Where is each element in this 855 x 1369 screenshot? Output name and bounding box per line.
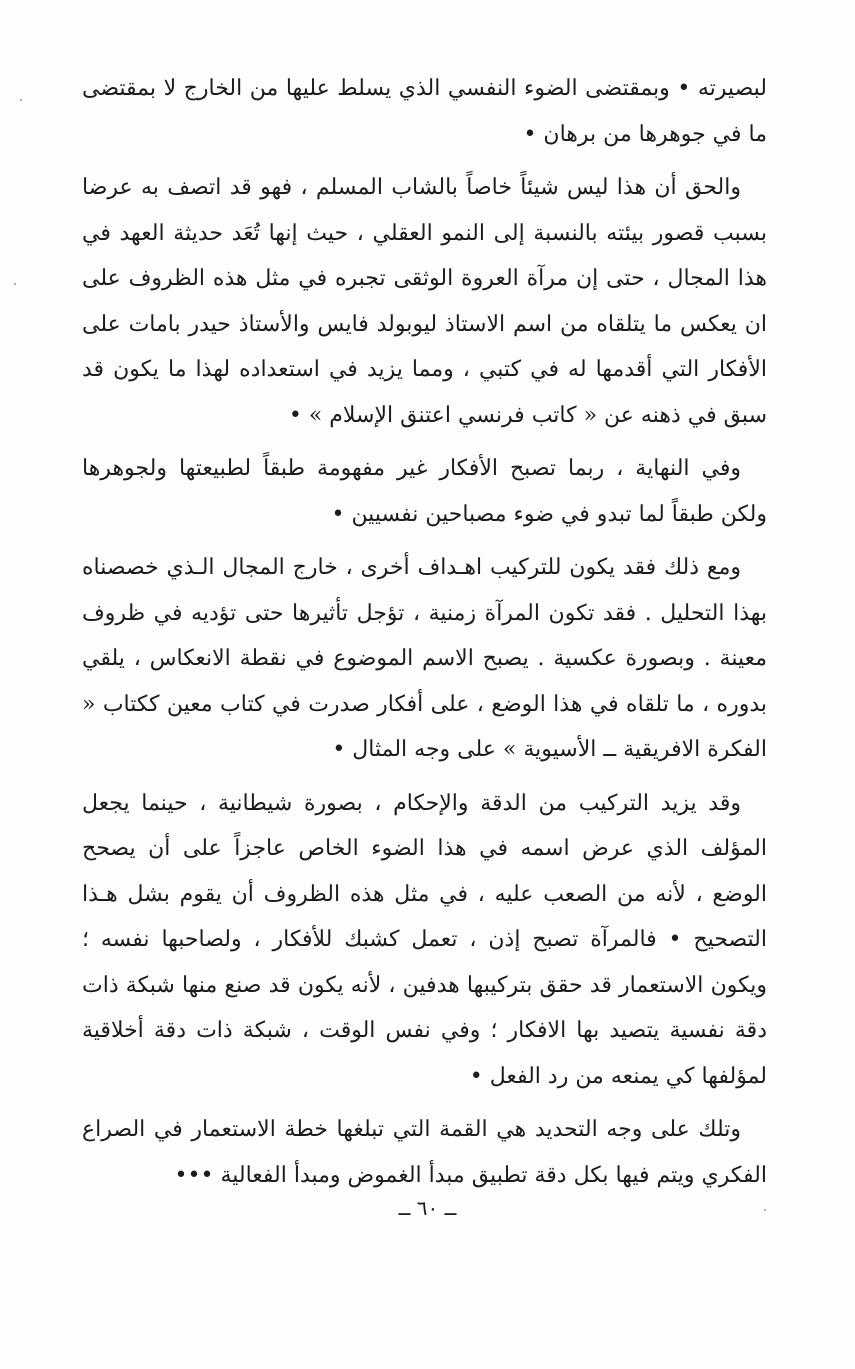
paragraph: ومع ذلك فقد يكون للتركيب اهـداف أخرى ، خارج المجال الـذي خصصناه بهذا التحليل . فقد تكون المرآة زمنية ، تؤجل تأثيرها حتى تؤديه في ظروف معينة . وبصورة عكسية . يصبح الاسم الموضوع في نقطة الانعكاس ، يلقي بدوره ، ما تلقاه في هذا الوضع ، على أفكار صدرت في كتاب معين ككتاب « الفكرة الافريقية ــ الأسيوية » على وجه المثال • bbox=[82, 555, 767, 762]
scan-speck bbox=[764, 1209, 766, 1211]
paragraph-continuation: لبصيرته • وبمقتضى الضوء النفسي الذي يسلط عليها من الخارج لا بمقتضى ما في جوهرها من برهان • bbox=[82, 76, 767, 147]
scan-speck bbox=[14, 283, 16, 285]
paragraph: وتلك على وجه التحديد هي القمة التي تبلغها خطة الاستعمار في الصراع الفكري ويتم فيها بكل دقة تطبيق مبدأ الغموض ومبدأ الفعالية ••• bbox=[82, 1117, 767, 1188]
scan-speck bbox=[20, 99, 22, 101]
paragraph: وقد يزيد التركيب من الدقة والإحكام ، بصورة شيطانية ، حينما يجعل المؤلف الذي عرض اسمه في هذا الضوء الخاص عاجزاً على أن يصحح الوضع ، لأنه من الصعب عليه ، في مثل هذه الظروف أن يقوم بشل هـذا التصحيح • فالمرآة تصبح إذن ، تعمل كشبك للأفكار ، ولصاحبها نفسه ؛ ويكون الاستعمار قد حقق بتركيبها هدفين ، لأنه يكون قد صنع منها شبكة ذات دقة نفسية يتصيد بها الافكار ؛ وفي نفس الوقت ، شبكة ذات دقة أخلاقية لمؤلفها كي يمنعه من رد الفعل • bbox=[82, 790, 767, 1089]
page-number: ــ ٦٠ ــ bbox=[398, 1196, 457, 1220]
paragraph: وفي النهاية ، ربما تصبح الأفكار غير مفهومة طبقاً لطبيعتها ولجوهرها ولكن طبقاً لما تبدو في ضوء مصباحين نفسيين • bbox=[82, 456, 767, 527]
paragraph: والحق أن هذا ليس شيئاً خاصاً بالشاب المسلم ، فهو قد اتصف به عرضا بسبب قصور بيئته بالنسبة إلى النمو العقلي ، حيث إنها تُعَد حديثة العهد في هذا المجال ، حتى إن مرآة العروة الوثقى تجبره في مثل هذه الظروف على ان يعكس ما يتلقاه من اسم الاستاذ ليوبولد فايس والأستاذ حيدر بامات على الأفكار التي أقدمها له في كتبي ، ومما يزيد في استعداده لهذا ما يكون قد سبق في ذهنه عن « كاتب فرنسي اعتنق الإسلام » • bbox=[82, 175, 767, 428]
body-text bbox=[82, 66, 767, 1206]
